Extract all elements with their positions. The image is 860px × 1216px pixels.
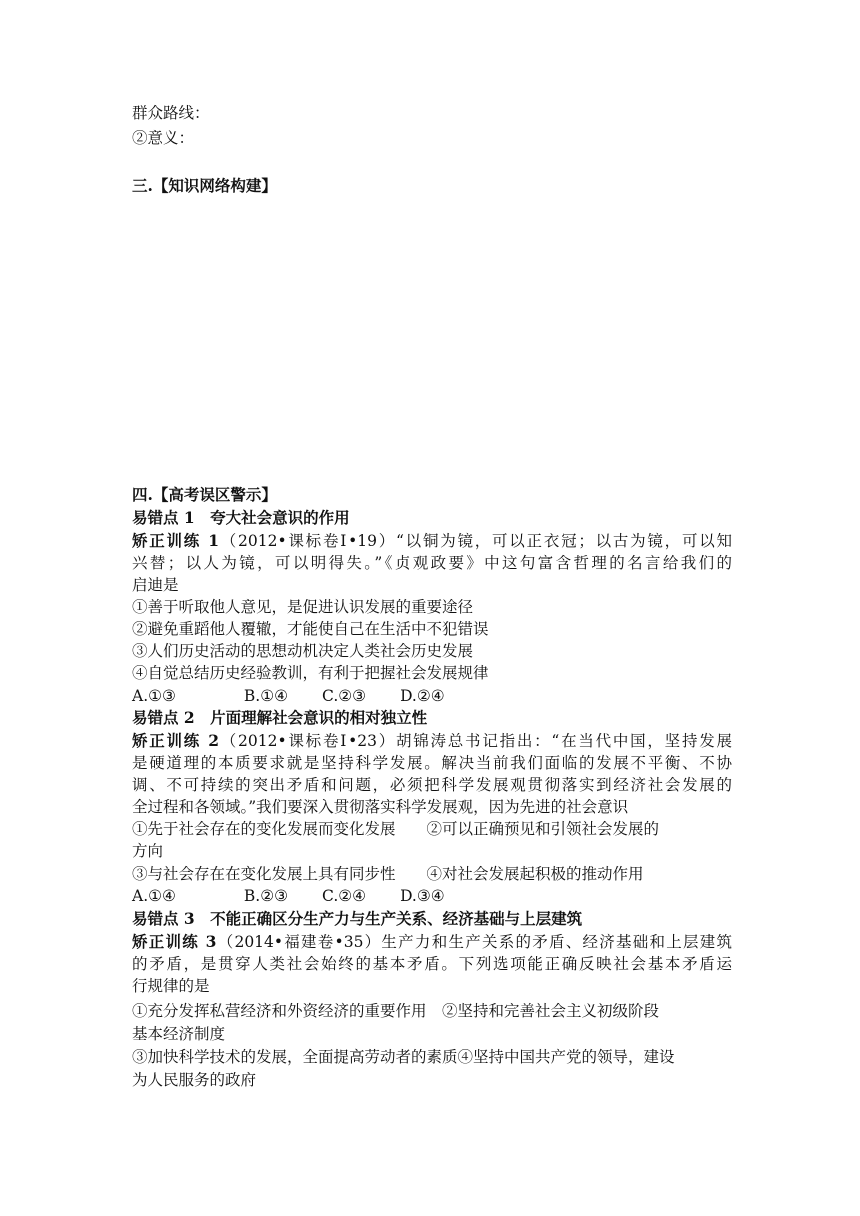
training-3-options-line-3: ③加快科学技术的发展，全面提高劳动者的素质④坚持中国共产党的领导，建设 <box>132 1048 675 1066</box>
training-3-stem-line-2: 的矛盾，是贯穿人类社会始终的基本矛盾。下列选项能正确反映社会基本矛盾运 <box>132 955 732 973</box>
error-point-1-title: 易错点 1 夸大社会意识的作用 <box>132 508 350 527</box>
training-1-option-1: ①善于听取他人意见，是促进认识发展的重要途径 <box>132 598 474 616</box>
training-1-label: 矫正训练 1 <box>132 531 220 550</box>
mass-line-label: 群众路线： <box>132 104 210 122</box>
training-2-choices <box>132 885 732 907</box>
training-2-options-line-2: 方向 <box>132 842 164 860</box>
training-1-choices <box>132 685 732 707</box>
training-2-stem-line-1: 矫正训练 2（2012•课标卷Ⅰ•23）胡锦涛总书记指出：“在当代中国，坚持发展 <box>132 731 732 750</box>
training-2-stem-line-4: 全过程和各领域。”我们要深入贯彻落实科学发展观，因为先进的社会意识 <box>132 798 629 816</box>
choice-c: C.②③ <box>322 687 367 705</box>
training-1-option-4: ④自觉总结历史经验教训，有利于把握社会发展规律 <box>132 664 489 682</box>
choice-b: B.①④ <box>243 687 289 705</box>
choice-a: A.①③ <box>132 687 176 705</box>
training-2-stem-line-3: 调、不可持续的突出矛盾和问题，必须把科学发展观贯彻落实到经济社会发展的 <box>132 776 732 794</box>
training-3-options-line-2: 基本经济制度 <box>132 1025 226 1043</box>
section-3-heading: 三.【知识网络构建】 <box>132 176 277 195</box>
training-3-stem-line-3: 行规律的是 <box>132 977 210 995</box>
training-3-label: 矫正训练 3 <box>132 932 217 951</box>
training-1-option-2: ②避免重蹈他人覆辙，才能使自己在生活中不犯错误 <box>132 620 489 638</box>
choice-c: C.②④ <box>322 887 367 905</box>
training-2-stem-line-2: 是硬道理的本质要求就是坚持科学发展。解决当前我们面临的发展不平衡、不协 <box>132 754 732 772</box>
choice-d: D.③④ <box>400 887 445 905</box>
training-2-options-line-1: ①先于社会存在的变化发展而变化发展 ②可以正确预见和引领社会发展的 <box>132 820 660 838</box>
training-2-options-line-3: ③与社会存在在变化发展上具有同步性 ④对社会发展起积极的推动作用 <box>132 865 644 883</box>
section-4-heading: 四.【高考误区警示】 <box>132 485 277 504</box>
significance-label: ②意义： <box>132 129 195 147</box>
training-1-stem-line-2: 兴替；以人为镜，可以明得失。”《贞观政要》中这句富含哲理的名言给我们的 <box>132 554 732 572</box>
training-3-options-line-4: 为人民服务的政府 <box>132 1071 257 1089</box>
choice-d: D.②④ <box>400 687 445 705</box>
training-3-options-line-1: ①充分发挥私营经济和外资经济的重要作用 ②坚持和完善社会主义初级阶段 <box>132 1002 660 1020</box>
error-point-3-title: 易错点 3 不能正确区分生产力与生产关系、经济基础与上层建筑 <box>132 909 583 928</box>
training-1-option-3: ③人们历史活动的思想动机决定人类社会历史发展 <box>132 642 474 660</box>
training-1-stem-line-1: 矫正训练 1（2012•课标卷Ⅰ•19）“以铜为镜，可以正衣冠；以古为镜，可以知 <box>132 531 732 550</box>
training-3-stem-line-1: 矫正训练 3（2014•福建卷•35）生产力和生产关系的矛盾、经济基础和上层建筑 <box>132 932 732 951</box>
choice-b: B.②③ <box>243 887 289 905</box>
training-2-label: 矫正训练 2 <box>132 731 220 750</box>
choice-a: A.①④ <box>132 887 176 905</box>
error-point-2-title: 易错点 2 片面理解社会意识的相对独立性 <box>132 708 428 727</box>
training-1-stem-line-3: 启迪是 <box>132 576 179 594</box>
